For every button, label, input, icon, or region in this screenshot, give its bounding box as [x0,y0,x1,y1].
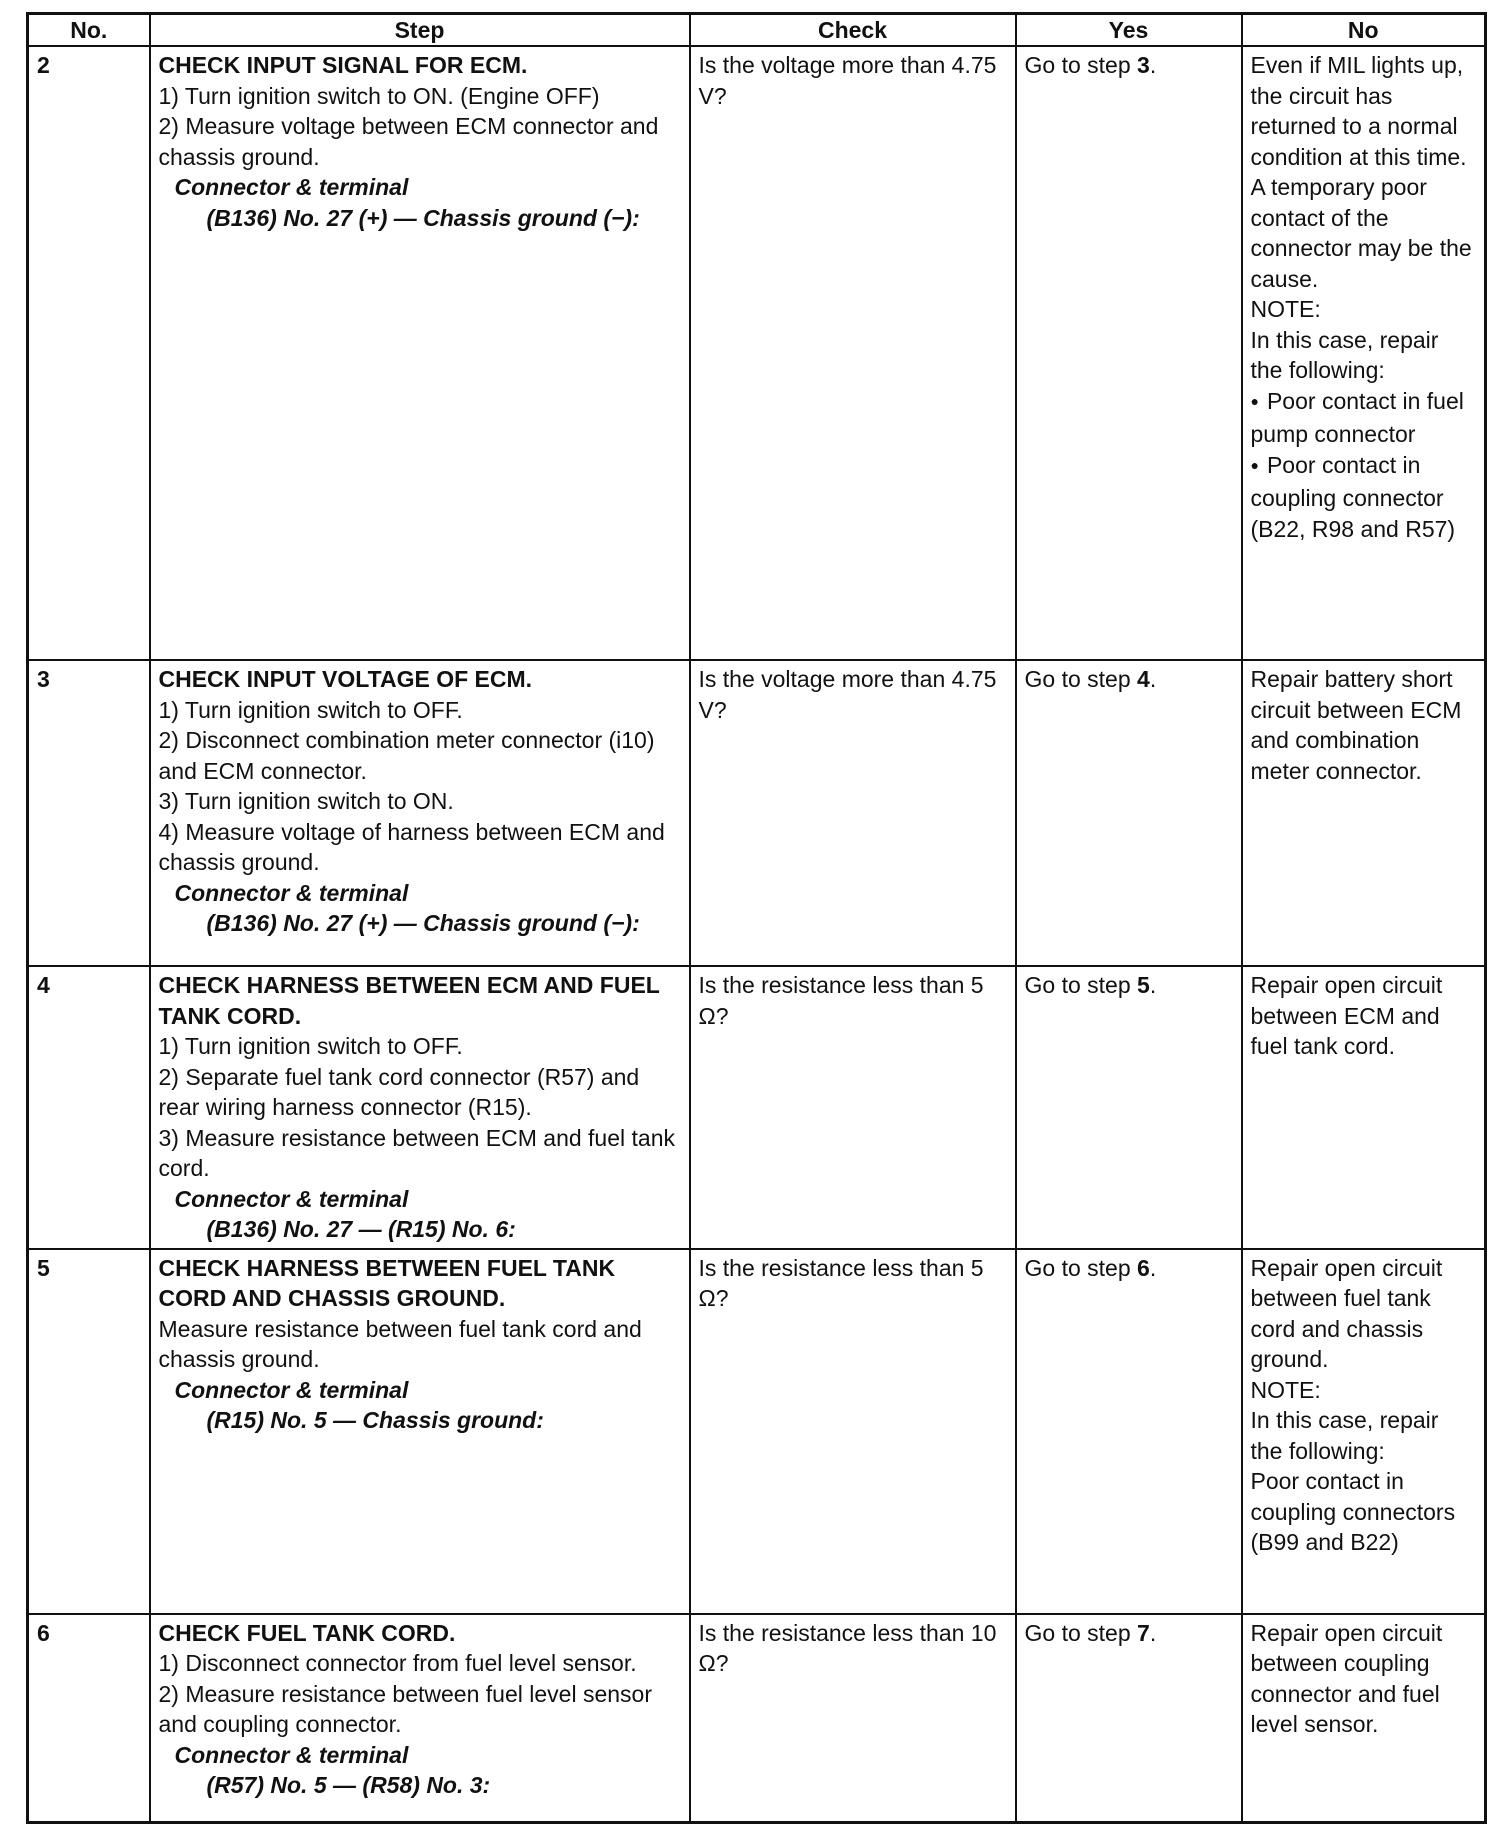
header-no-result: No [1242,14,1486,47]
step-line: 4) Measure voltage of harness between ECM and chassis ground. [158,818,665,875]
step-cell [150,1614,690,1823]
step-title: CHECK HARNESS BETWEEN FUEL TANK CORD AND CHASSIS GROUND. [158,1254,616,1311]
check-cell: Is the resistance less than 10 Ω? [690,1614,1016,1823]
step-line: 1) Disconnect connector from fuel level sensor. [158,1650,637,1676]
connector-label: Connector & terminal [174,174,409,200]
no-cell [1242,1614,1486,1823]
step-number: 3 [28,660,150,966]
no-cell [1242,966,1486,1249]
no-cell [1242,660,1486,966]
no-text: Even if MIL lights up, the circuit has returned to a normal condition at this time. A temporary poor contact of the connector may be the cause. [1250,52,1472,292]
step-number: 5 [28,1249,150,1614]
table-row [28,660,1486,966]
terminal-spec: (B136) No. 27 (+) — Chassis ground (−): [206,204,640,231]
no-text: Repair open circuit between ECM and fuel tank cord. [1250,972,1443,1059]
check-cell: Is the voltage more than 4.75 V? [690,46,1016,660]
no-note: NOTE: [1250,1376,1321,1403]
check-cell: Is the voltage more than 4.75 V? [690,660,1016,966]
yes-cell [1016,966,1242,1249]
check-cell: Is the resistance less than 5 Ω? [690,1249,1016,1614]
no-cell [1242,1249,1486,1614]
yes-step: 5 [1137,972,1150,998]
yes-suffix: . [1149,972,1157,998]
terminal-spec: (R15) No. 5 — Chassis ground: [206,1407,544,1433]
diagnostic-table [26,12,1487,1824]
step-cell [150,660,690,966]
yes-suffix: . [1149,1619,1157,1646]
no-cell [1242,46,1486,660]
no-text: Repair open circuit between fuel tank cord and chassis ground. [1250,1254,1443,1372]
yes-cell [1016,660,1242,966]
header-step: Step [150,14,690,47]
yes-prefix: Go to step [1024,972,1138,998]
no-bullet: ● Poor contact in fuel pump connector [1251,386,1477,450]
step-cell [150,1249,690,1614]
step-title: CHECK INPUT VOLTAGE OF ECM. [158,666,533,692]
no-text: Repair battery short circuit between ECM and combination meter connector. [1250,666,1462,784]
header-yes: Yes [1016,14,1242,47]
connector-label: Connector & terminal [174,1741,409,1768]
yes-cell [1016,46,1242,660]
step-number: 6 [28,1614,150,1823]
yes-prefix: Go to step [1024,1619,1138,1646]
step-line: 2) Measure resistance between fuel level sensor and coupling connector. [158,1680,652,1737]
step-number: 4 [28,966,150,1249]
step-cell [150,966,690,1249]
yes-cell [1016,1614,1242,1823]
step-line: 1) Turn ignition switch to ON. (Engine OFF) [158,82,600,109]
yes-step: 4 [1137,666,1150,692]
yes-suffix: . [1149,666,1157,692]
no-note: NOTE: [1250,296,1321,322]
yes-step: 3 [1137,52,1150,78]
step-title: CHECK INPUT SIGNAL FOR ECM. [158,52,528,78]
step-line: 2) Disconnect combination meter connector (i10) and ECM connector. [158,727,655,784]
table-row [28,966,1486,1249]
step-line: Measure resistance between fuel tank cord and chassis ground. [158,1315,642,1372]
yes-step: 7 [1137,1619,1150,1646]
no-note-text: In this case, repair the following: [1250,1407,1439,1464]
no-bullet: ● Poor contact in coupling connector (B22, R98 and R57) [1251,450,1477,545]
yes-step: 6 [1137,1254,1150,1281]
header-row [28,14,1486,47]
connector-label: Connector & terminal [174,1376,409,1403]
no-extra: Poor contact in coupling connectors (B99 and B22) [1250,1468,1456,1555]
step-line: 3) Measure resistance between ECM and fuel tank cord. [158,1124,675,1181]
yes-prefix: Go to step [1024,666,1138,692]
table-row [28,1614,1486,1823]
table-row [28,46,1486,660]
terminal-spec: (R57) No. 5 — (R58) No. 3: [206,1772,491,1798]
yes-prefix: Go to step [1024,1254,1138,1281]
yes-prefix: Go to step [1024,52,1138,78]
no-note-text: In this case, repair the following: [1250,326,1439,383]
terminal-spec: (B136) No. 27 (+) — Chassis ground (−): [206,910,640,936]
step-line: 1) Turn ignition switch to OFF. [158,1033,463,1059]
step-title: CHECK FUEL TANK CORD. [158,1619,456,1646]
yes-cell [1016,1249,1242,1614]
step-line: 2) Separate fuel tank cord connector (R57) and rear wiring harness connector (R15). [158,1063,640,1120]
no-text: Repair open circuit between coupling connector and fuel level sensor. [1250,1619,1443,1737]
header-check: Check [690,14,1016,47]
yes-suffix: . [1149,52,1157,78]
step-cell [150,46,690,660]
header-no: No. [28,14,150,47]
connector-label: Connector & terminal [174,879,409,906]
step-line: 1) Turn ignition switch to OFF. [158,696,463,723]
step-title: CHECK HARNESS BETWEEN ECM AND FUEL TANK CORD. [158,972,660,1029]
terminal-spec: (B136) No. 27 — (R15) No. 6: [206,1216,516,1242]
step-line: 2) Measure voltage between ECM connector and chassis ground. [158,113,659,170]
step-number: 2 [28,46,150,660]
table-row [28,1249,1486,1614]
connector-label: Connector & terminal [174,1185,409,1212]
step-line: 3) Turn ignition switch to ON. [158,788,454,814]
yes-suffix: . [1149,1254,1157,1281]
check-cell: Is the resistance less than 5 Ω? [690,966,1016,1249]
